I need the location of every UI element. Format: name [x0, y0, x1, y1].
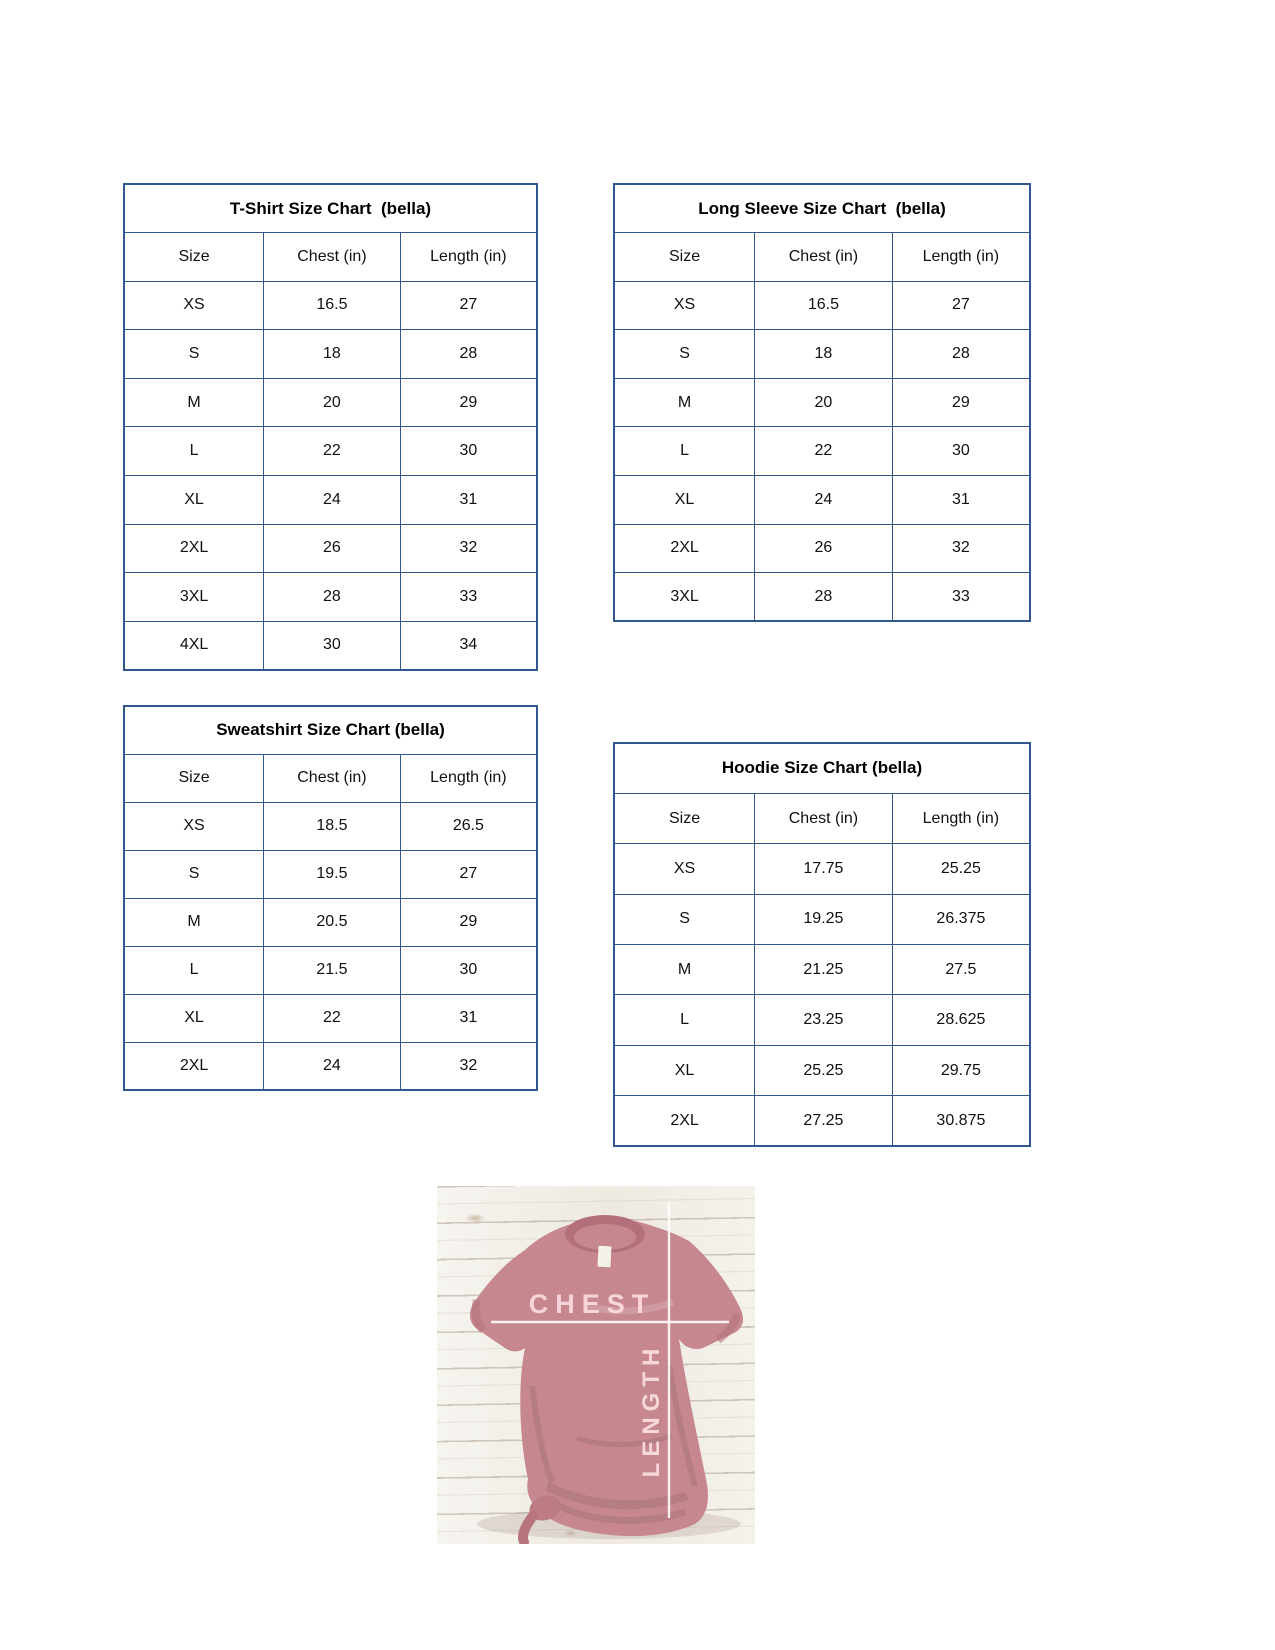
table-cell: 20 — [755, 378, 893, 427]
table-cell: L — [124, 427, 264, 476]
table-cell: 31 — [400, 994, 537, 1042]
table-cell: 32 — [400, 524, 537, 573]
table-cell: XL — [614, 1045, 755, 1095]
table-cell: 19.25 — [755, 894, 893, 944]
table-cell: XS — [124, 281, 264, 330]
column-header: Length (in) — [892, 793, 1030, 843]
table-cell: S — [124, 330, 264, 379]
table-cell: 2XL — [124, 524, 264, 573]
table-row — [124, 802, 537, 850]
table-cell: M — [614, 378, 755, 427]
table-cell: 31 — [892, 476, 1030, 525]
table-row — [614, 573, 1030, 622]
table-cell: 19.5 — [264, 850, 401, 898]
table-title-row — [124, 706, 537, 754]
column-header: Length (in) — [400, 754, 537, 802]
table-cell: 27 — [400, 850, 537, 898]
table-row — [614, 844, 1030, 894]
table-row — [124, 898, 537, 946]
table-cell: XS — [614, 281, 755, 330]
table-cell: 18 — [755, 330, 893, 379]
table-row — [124, 850, 537, 898]
column-header: Length (in) — [892, 233, 1030, 282]
table-cell: L — [614, 427, 755, 476]
table-row — [124, 1042, 537, 1090]
table-cell: 28.625 — [892, 995, 1030, 1045]
table-cell: 30 — [264, 621, 401, 670]
tshirt-measure-graphic — [437, 1186, 755, 1544]
table-row — [614, 427, 1030, 476]
table-cell: 27 — [400, 281, 537, 330]
table-cell: 31 — [400, 476, 537, 525]
table-cell: 3XL — [614, 573, 755, 622]
table-row — [124, 476, 537, 525]
table-cell: 33 — [892, 573, 1030, 622]
table-cell: 28 — [755, 573, 893, 622]
table-row — [124, 378, 537, 427]
table-row — [614, 1096, 1030, 1146]
table-cell: S — [614, 894, 755, 944]
table-cell: M — [124, 898, 264, 946]
table-header-row — [124, 233, 537, 282]
table-cell: 24 — [264, 1042, 401, 1090]
table-cell: 27.5 — [892, 945, 1030, 995]
table-cell: 28 — [400, 330, 537, 379]
column-header: Chest (in) — [755, 793, 893, 843]
table-cell: 34 — [400, 621, 537, 670]
column-header: Chest (in) — [264, 233, 401, 282]
hoodie-table — [613, 742, 1031, 1147]
length-label: LENGTH — [638, 1342, 665, 1478]
table-cell: XL — [124, 476, 264, 525]
table-row — [124, 946, 537, 994]
table-cell: 18.5 — [264, 802, 401, 850]
chest-label: CHEST — [528, 1289, 656, 1319]
table-cell: 28 — [892, 330, 1030, 379]
table-cell: 3XL — [124, 573, 264, 622]
table-cell: 18 — [264, 330, 401, 379]
table-row — [614, 945, 1030, 995]
table-title: Long Sleeve Size Chart (bella) — [614, 184, 1030, 233]
sweatshirt-table — [123, 705, 538, 1091]
table-cell: 21.5 — [264, 946, 401, 994]
table-cell: 25.25 — [892, 844, 1030, 894]
table-row — [614, 330, 1030, 379]
long-sleeve-table — [613, 183, 1031, 622]
table-cell: 27.25 — [755, 1096, 893, 1146]
table-cell: 30 — [400, 946, 537, 994]
table-cell: 29 — [892, 378, 1030, 427]
size-table-long-sleeve — [613, 183, 1031, 622]
table-cell: 29 — [400, 378, 537, 427]
table-cell: XL — [124, 994, 264, 1042]
table-row — [614, 524, 1030, 573]
table-cell: 25.25 — [755, 1045, 893, 1095]
table-cell: 26.5 — [400, 802, 537, 850]
table-cell: XS — [124, 802, 264, 850]
table-row — [124, 573, 537, 622]
table-title: Sweatshirt Size Chart (bella) — [124, 706, 537, 754]
table-row — [614, 1045, 1030, 1095]
table-cell: L — [124, 946, 264, 994]
tshirt-table — [123, 183, 538, 671]
table-cell: M — [124, 378, 264, 427]
table-row — [614, 378, 1030, 427]
table-cell: 23.25 — [755, 995, 893, 1045]
table-cell: 29 — [400, 898, 537, 946]
table-cell: 29.75 — [892, 1045, 1030, 1095]
table-cell: XL — [614, 476, 755, 525]
column-header: Size — [124, 754, 264, 802]
table-cell: S — [614, 330, 755, 379]
table-title-row — [614, 184, 1030, 233]
table-cell: XS — [614, 844, 755, 894]
table-cell: 20.5 — [264, 898, 401, 946]
table-cell: M — [614, 945, 755, 995]
table-cell: 33 — [400, 573, 537, 622]
table-cell: 26 — [264, 524, 401, 573]
table-cell: 27 — [892, 281, 1030, 330]
table-cell: 17.75 — [755, 844, 893, 894]
table-header-row — [614, 793, 1030, 843]
column-header: Length (in) — [400, 233, 537, 282]
table-row — [124, 524, 537, 573]
table-cell: 26 — [755, 524, 893, 573]
table-row — [124, 427, 537, 476]
table-row — [614, 995, 1030, 1045]
table-cell: S — [124, 850, 264, 898]
table-cell: 20 — [264, 378, 401, 427]
column-header: Chest (in) — [264, 754, 401, 802]
neck-label-tag — [597, 1246, 611, 1268]
table-cell: 30.875 — [892, 1096, 1030, 1146]
table-header-row — [124, 754, 537, 802]
column-header: Size — [124, 233, 264, 282]
table-cell: 22 — [264, 427, 401, 476]
table-row — [124, 994, 537, 1042]
table-cell: 30 — [892, 427, 1030, 476]
table-cell: 16.5 — [755, 281, 893, 330]
product-photo — [437, 1186, 755, 1544]
table-title: Hoodie Size Chart (bella) — [614, 743, 1030, 793]
table-cell: 16.5 — [264, 281, 401, 330]
table-cell: 22 — [264, 994, 401, 1042]
table-cell: 4XL — [124, 621, 264, 670]
table-header-row — [614, 233, 1030, 282]
table-title: T-Shirt Size Chart (bella) — [124, 184, 537, 233]
table-cell: 21.25 — [755, 945, 893, 995]
table-cell: 24 — [755, 476, 893, 525]
table-title-row — [124, 184, 537, 233]
table-cell: 2XL — [124, 1042, 264, 1090]
table-row — [124, 330, 537, 379]
table-cell: 30 — [400, 427, 537, 476]
table-cell: 26.375 — [892, 894, 1030, 944]
column-header: Size — [614, 793, 755, 843]
table-cell: L — [614, 995, 755, 1045]
size-table-sweatshirt — [123, 705, 538, 1091]
table-cell: 22 — [755, 427, 893, 476]
table-row — [614, 476, 1030, 525]
table-row — [614, 281, 1030, 330]
table-row — [124, 621, 537, 670]
table-cell: 24 — [264, 476, 401, 525]
table-cell: 28 — [264, 573, 401, 622]
table-cell: 32 — [400, 1042, 537, 1090]
column-header: Size — [614, 233, 755, 282]
tshirt-body — [470, 1221, 743, 1536]
table-row — [614, 894, 1030, 944]
table-title-row — [614, 743, 1030, 793]
table-cell: 2XL — [614, 1096, 755, 1146]
size-table-hoodie — [613, 742, 1031, 1147]
table-cell: 2XL — [614, 524, 755, 573]
size-table-tshirt — [123, 183, 538, 671]
table-row — [124, 281, 537, 330]
table-cell: 32 — [892, 524, 1030, 573]
column-header: Chest (in) — [755, 233, 893, 282]
